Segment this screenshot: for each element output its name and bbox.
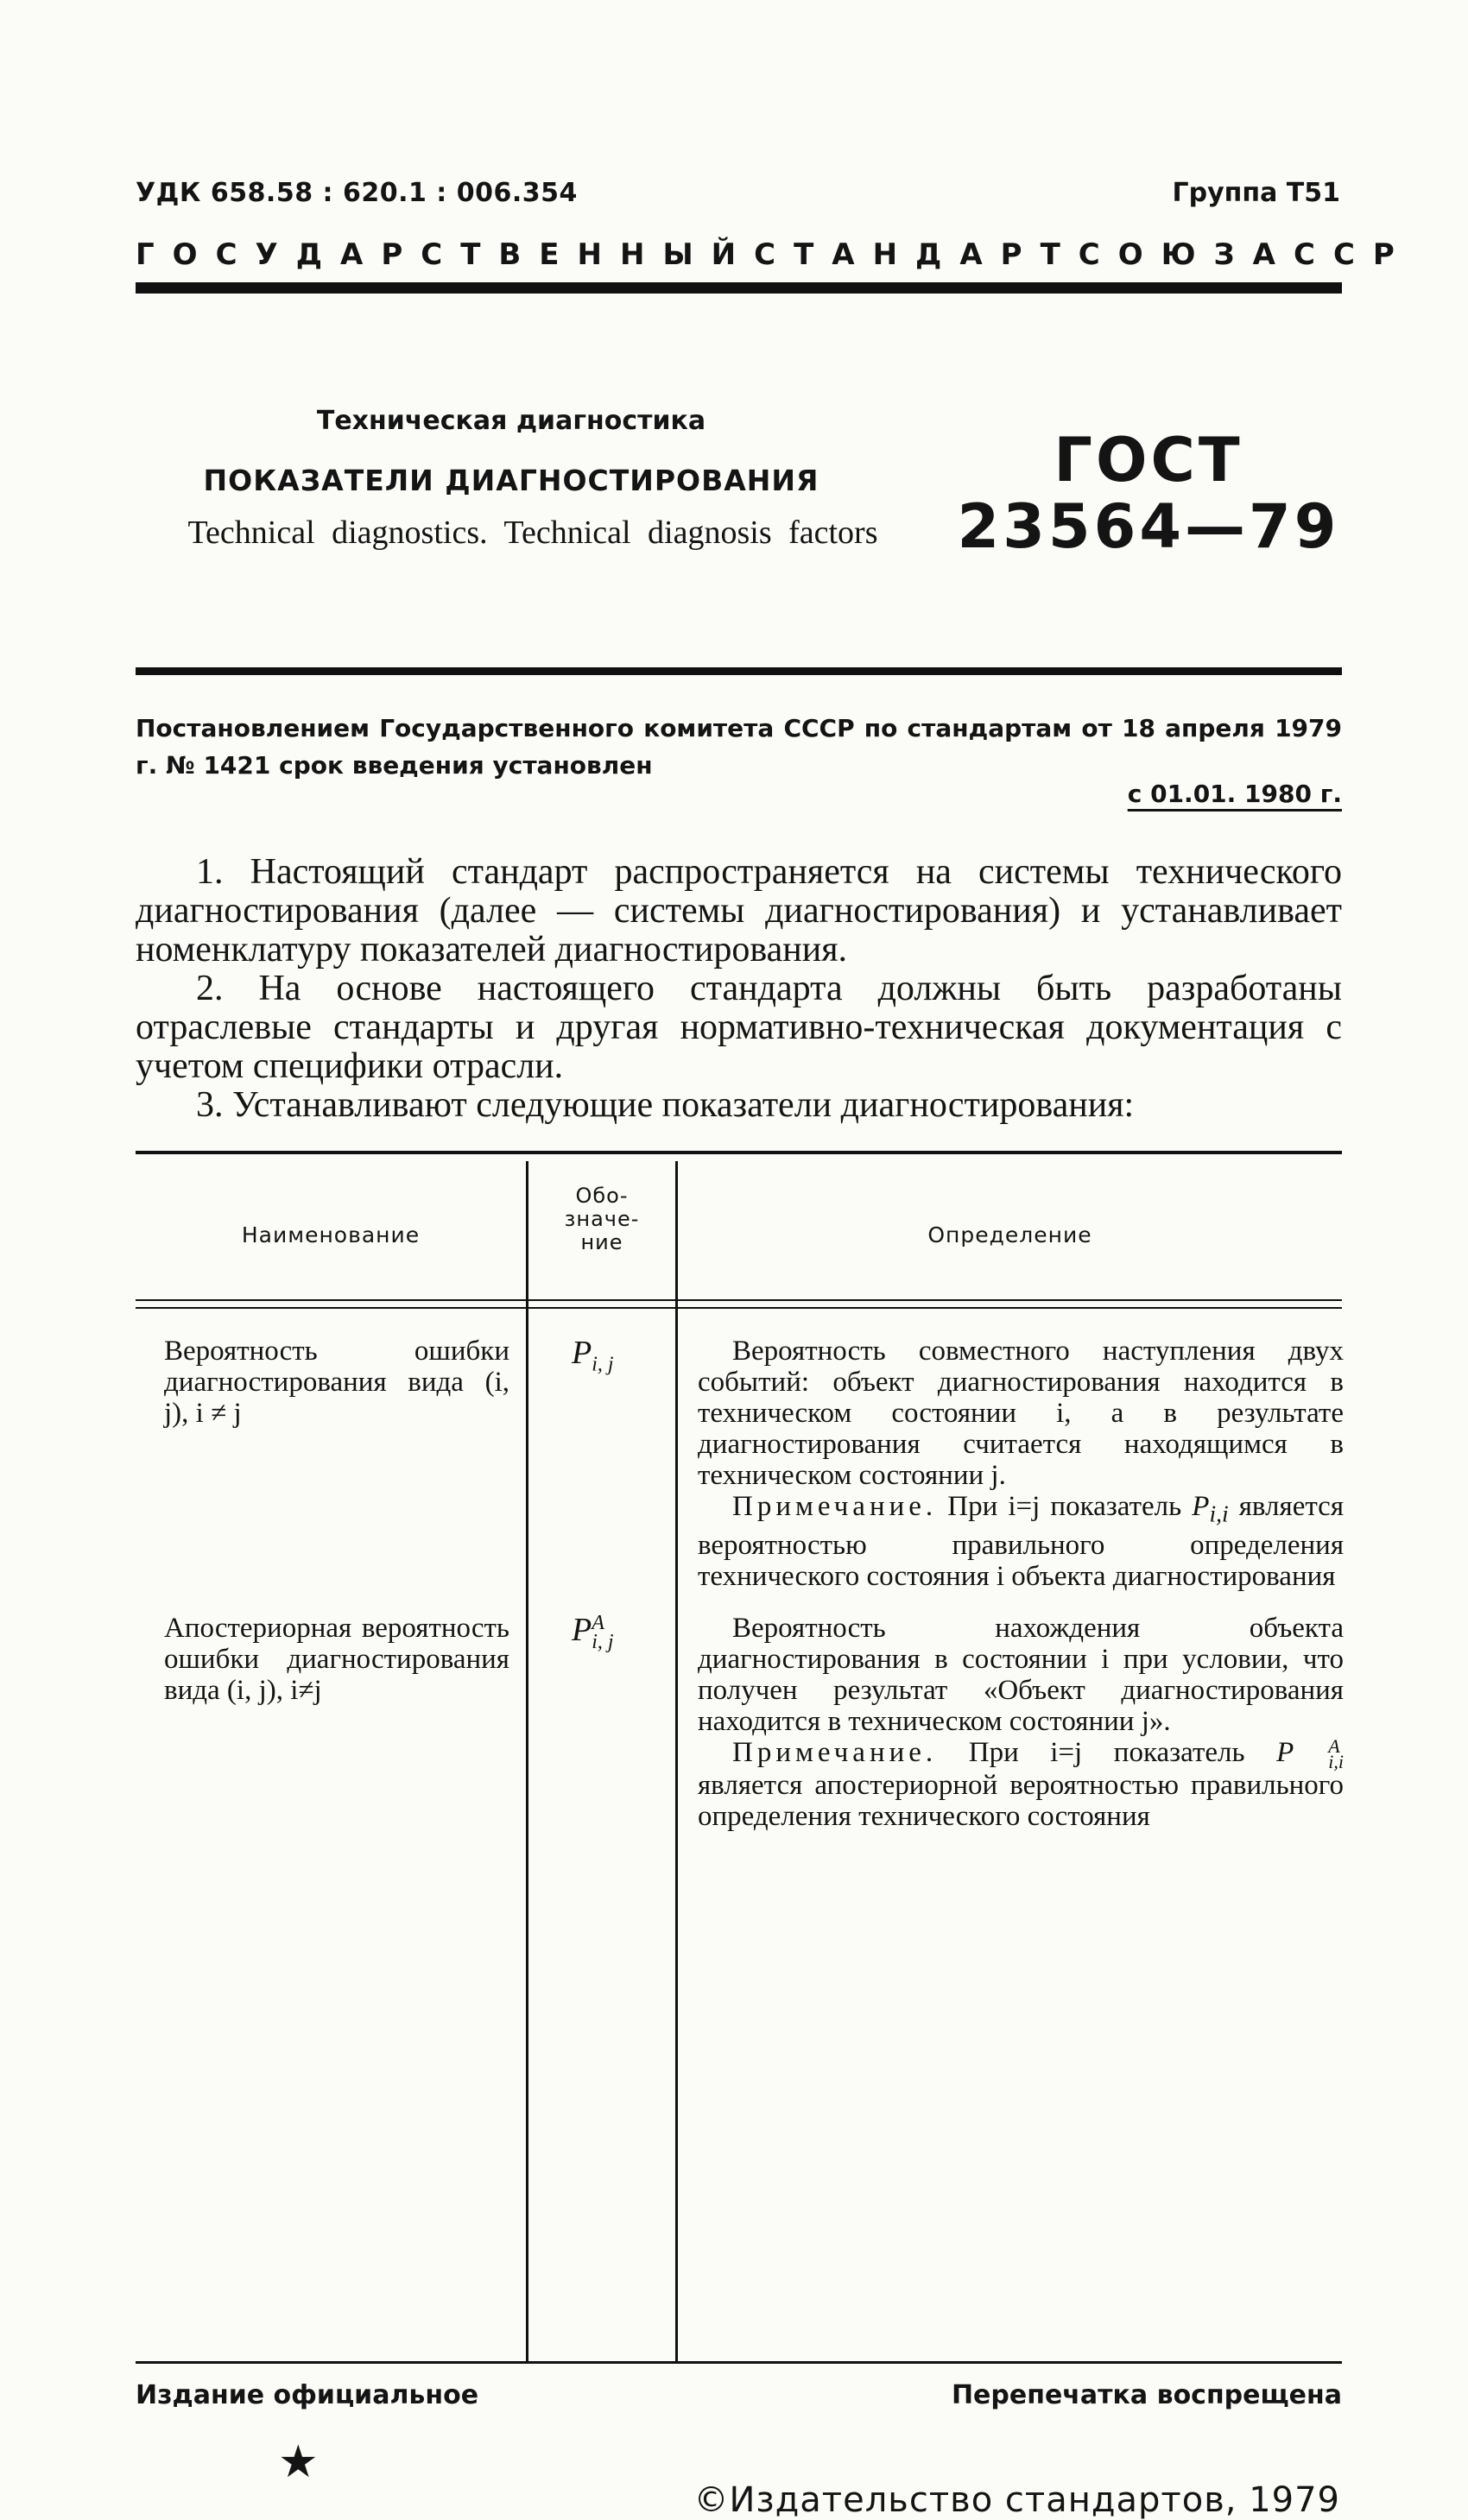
table-row-symbol: $P_{i, j}$ xyxy=(572,1335,614,1376)
table-column-divider xyxy=(675,1161,678,2361)
gost-number: 23564—79 xyxy=(957,491,1340,562)
paragraph: 3. Устанавливают следующие показатели диагностирования: xyxy=(196,1085,1135,1125)
definition-text: Вероятность нахождения объекта диагностирования в состоянии i при условии, что получен результат «Объект диагностирования находится в техническом состоянии j». xyxy=(698,1613,1344,1737)
state-standard-word: ГОСУДАРСТВЕННЫЙ xyxy=(136,237,755,272)
state-standard-word: СОЮЗА xyxy=(1078,237,1294,272)
table-row-definition xyxy=(698,1613,1344,1832)
table-top-rule xyxy=(136,1151,1342,1154)
table-row-name: Апостериорная вероятность ошибки диагностирования вида (i, j), i≠j xyxy=(164,1613,509,1706)
table-row-symbol: P A i, j xyxy=(572,1612,614,1654)
copyright-notice: ©Издательство стандартов, 1979 xyxy=(693,2480,1340,2520)
paragraph: 2. На основе настоящего стандарта должны быть разработаны отраслевые стандарты и другая нормативно-техническая документация с учетом специфики отрасли. xyxy=(136,969,1342,1086)
table-header-rule xyxy=(136,1307,1342,1309)
paragraph: 1. Настоящий стандарт распространяется на системы технического диагностирования (далее — системы диагностирования) и устанавливает номенклатуру показателей диагностирования. xyxy=(136,852,1342,969)
table-row-name: Вероятность ошибки диагностирования вида (i, j), i ≠ j xyxy=(164,1336,509,1429)
document-title-english: Technical diagnostics. Technical diagnosis factors xyxy=(187,515,878,551)
definition-note: Примечание. При i=j показатель P A i,i является апостериорной вероятностью правильного определения технического состояния xyxy=(698,1735,1345,1833)
header-rule xyxy=(136,282,1342,294)
table-header-rule xyxy=(136,1299,1342,1301)
group-code: Группа Т51 xyxy=(1172,178,1340,208)
gost-designation xyxy=(950,427,1347,560)
udc-code: УДК 658.58 : 620.1 : 006.354 xyxy=(136,178,578,208)
star-icon: ★ xyxy=(278,2436,319,2488)
table-column-divider xyxy=(526,1161,528,2361)
definition-note: Примечание. При i=j показатель $P_{i,i}$ является вероятностью правильного определения технического состояния i объекта диагностирования xyxy=(698,1491,1344,1592)
designation-header-line: значе- xyxy=(564,1207,640,1231)
document-subtitle: Техническая диагностика xyxy=(316,406,706,436)
body-text xyxy=(136,853,1342,1125)
definition-text: Вероятность совместного наступления двух событий: объект диагностирования находится в техническом состоянии i, а в результате диагностирования считается находящимся в техническом состоянии j. xyxy=(698,1336,1344,1491)
table-row-definition xyxy=(698,1336,1344,1592)
table-header-definition: Определение xyxy=(927,1222,1092,1247)
designation-header-line: Обо- xyxy=(575,1184,629,1208)
edition-label: Издание официальное xyxy=(136,2380,479,2410)
gost-label: ГОСТ xyxy=(1054,425,1243,496)
reprint-notice: Перепечатка воспрещена xyxy=(951,2380,1342,2410)
title-rule xyxy=(136,667,1342,675)
table-header-designation xyxy=(528,1184,675,1254)
document-title: ПОКАЗАТЕЛИ ДИАГНОСТИРОВАНИЯ xyxy=(203,464,819,497)
state-standard-word: СТАНДАРТ xyxy=(754,237,1079,272)
table-header-name: Наименование xyxy=(241,1222,421,1247)
state-standard-word: ССР xyxy=(1294,237,1413,272)
state-standard-heading xyxy=(136,237,1413,272)
decree-text: Постановлением Государственного комитета СССР по стандартам от 18 апреля 1979 г. № 1421 срок введения установлен xyxy=(136,714,1342,780)
effective-date: с 01.01. 1980 г. xyxy=(1127,780,1342,808)
table-bottom-rule xyxy=(136,2361,1342,2364)
designation-header-line: ние xyxy=(580,1230,623,1254)
